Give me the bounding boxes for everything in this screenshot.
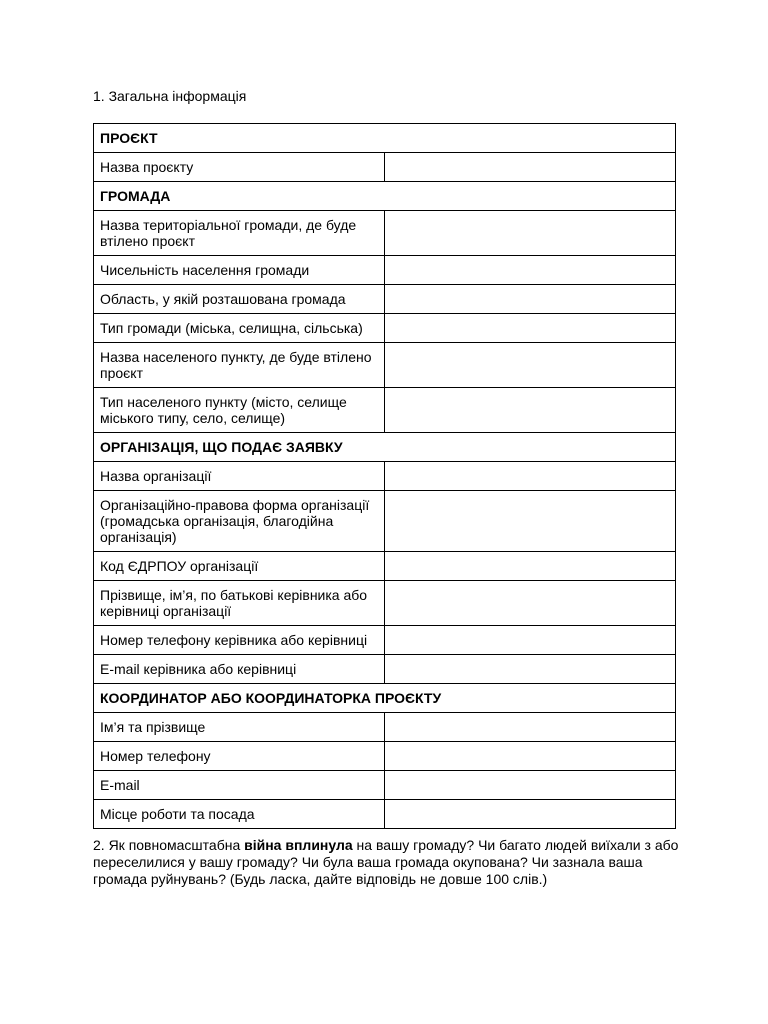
field-label-coordinator-name: Ім’я та прізвище: [94, 713, 385, 742]
question-2-text-start: 2. Як повномасштабна: [93, 837, 245, 853]
field-label-territorial-community: Назва територіальної громади, де буде втілено проєкт: [94, 211, 385, 256]
field-label-project-name: Назва проєкту: [94, 153, 385, 182]
field-value-community-type[interactable]: [385, 314, 676, 343]
field-label-settlement-type: Тип населеного пункту (місто, селище міського типу, село, селище): [94, 388, 385, 433]
table-row: [94, 771, 676, 800]
question-2-text-end: на вашу громаду? Чи багато людей виїхали з або переселилися у вашу громаду? Чи була ваша громада окупована? Чи зазнала ваша громада руйнувань? (Будь ласка, дайте відповідь не довше 100 слів.): [93, 837, 679, 887]
table-row: [94, 388, 676, 433]
general-info-table: [93, 123, 676, 829]
field-value-coordinator-phone[interactable]: [385, 742, 676, 771]
field-label-head-phone: Номер телефону керівника або керівниці: [94, 626, 385, 655]
field-value-legal-form[interactable]: [385, 491, 676, 552]
table-row: [94, 742, 676, 771]
field-value-coordinator-name[interactable]: [385, 713, 676, 742]
question-2-emphasis: війна вплинула: [244, 837, 353, 853]
field-value-edrpou[interactable]: [385, 552, 676, 581]
section-title-organization: ОРГАНІЗАЦІЯ, ЩО ПОДАЄ ЗАЯВКУ: [94, 433, 676, 462]
table-row: [94, 314, 676, 343]
field-value-org-name[interactable]: [385, 462, 676, 491]
field-label-legal-form: Організаційно-правова форма організації (громадська організація, благодійна організація): [94, 491, 385, 552]
field-value-coordinator-workplace[interactable]: [385, 800, 676, 829]
table-row: [94, 581, 676, 626]
field-value-coordinator-email[interactable]: [385, 771, 676, 800]
table-row: [94, 153, 676, 182]
section-row-coordinator: [94, 684, 676, 713]
section-row-project: [94, 124, 676, 153]
section-title-community: ГРОМАДА: [94, 182, 676, 211]
table-row: [94, 626, 676, 655]
question-2: [93, 837, 683, 888]
field-value-settlement-name[interactable]: [385, 343, 676, 388]
table-row: [94, 285, 676, 314]
table-row: [94, 491, 676, 552]
field-value-head-phone[interactable]: [385, 626, 676, 655]
section-row-community: [94, 182, 676, 211]
table-row: [94, 343, 676, 388]
table-row: [94, 462, 676, 491]
section-title-coordinator: КООРДИНАТОР АБО КООРДИНАТОРКА ПРОЄКТУ: [94, 684, 676, 713]
field-label-edrpou: Код ЄДРПОУ організації: [94, 552, 385, 581]
field-label-head-name: Прізвище, ім’я, по батькові керівника або керівниці організації: [94, 581, 385, 626]
field-value-head-email[interactable]: [385, 655, 676, 684]
field-label-coordinator-email: E-mail: [94, 771, 385, 800]
field-label-population: Чисельність населення громади: [94, 256, 385, 285]
field-value-population[interactable]: [385, 256, 676, 285]
table-row: [94, 655, 676, 684]
field-label-community-type: Тип громади (міська, селищна, сільська): [94, 314, 385, 343]
field-label-head-email: E-mail керівника або керівниці: [94, 655, 385, 684]
field-label-org-name: Назва організації: [94, 462, 385, 491]
table-row: [94, 211, 676, 256]
table-row: [94, 256, 676, 285]
table-row: [94, 713, 676, 742]
field-value-territorial-community[interactable]: [385, 211, 676, 256]
field-label-coordinator-phone: Номер телефону: [94, 742, 385, 771]
section-title-project: ПРОЄКТ: [94, 124, 676, 153]
field-label-settlement-name: Назва населеного пункту, де буде втілено проєкт: [94, 343, 385, 388]
section-row-organization: [94, 433, 676, 462]
field-value-head-name[interactable]: [385, 581, 676, 626]
table-row: [94, 552, 676, 581]
section-heading: 1. Загальна інформація: [93, 88, 247, 104]
field-value-region[interactable]: [385, 285, 676, 314]
field-label-coordinator-workplace: Місце роботи та посада: [94, 800, 385, 829]
field-value-project-name[interactable]: [385, 153, 676, 182]
table-row: [94, 800, 676, 829]
field-value-settlement-type[interactable]: [385, 388, 676, 433]
field-label-region: Область, у якій розташована громада: [94, 285, 385, 314]
